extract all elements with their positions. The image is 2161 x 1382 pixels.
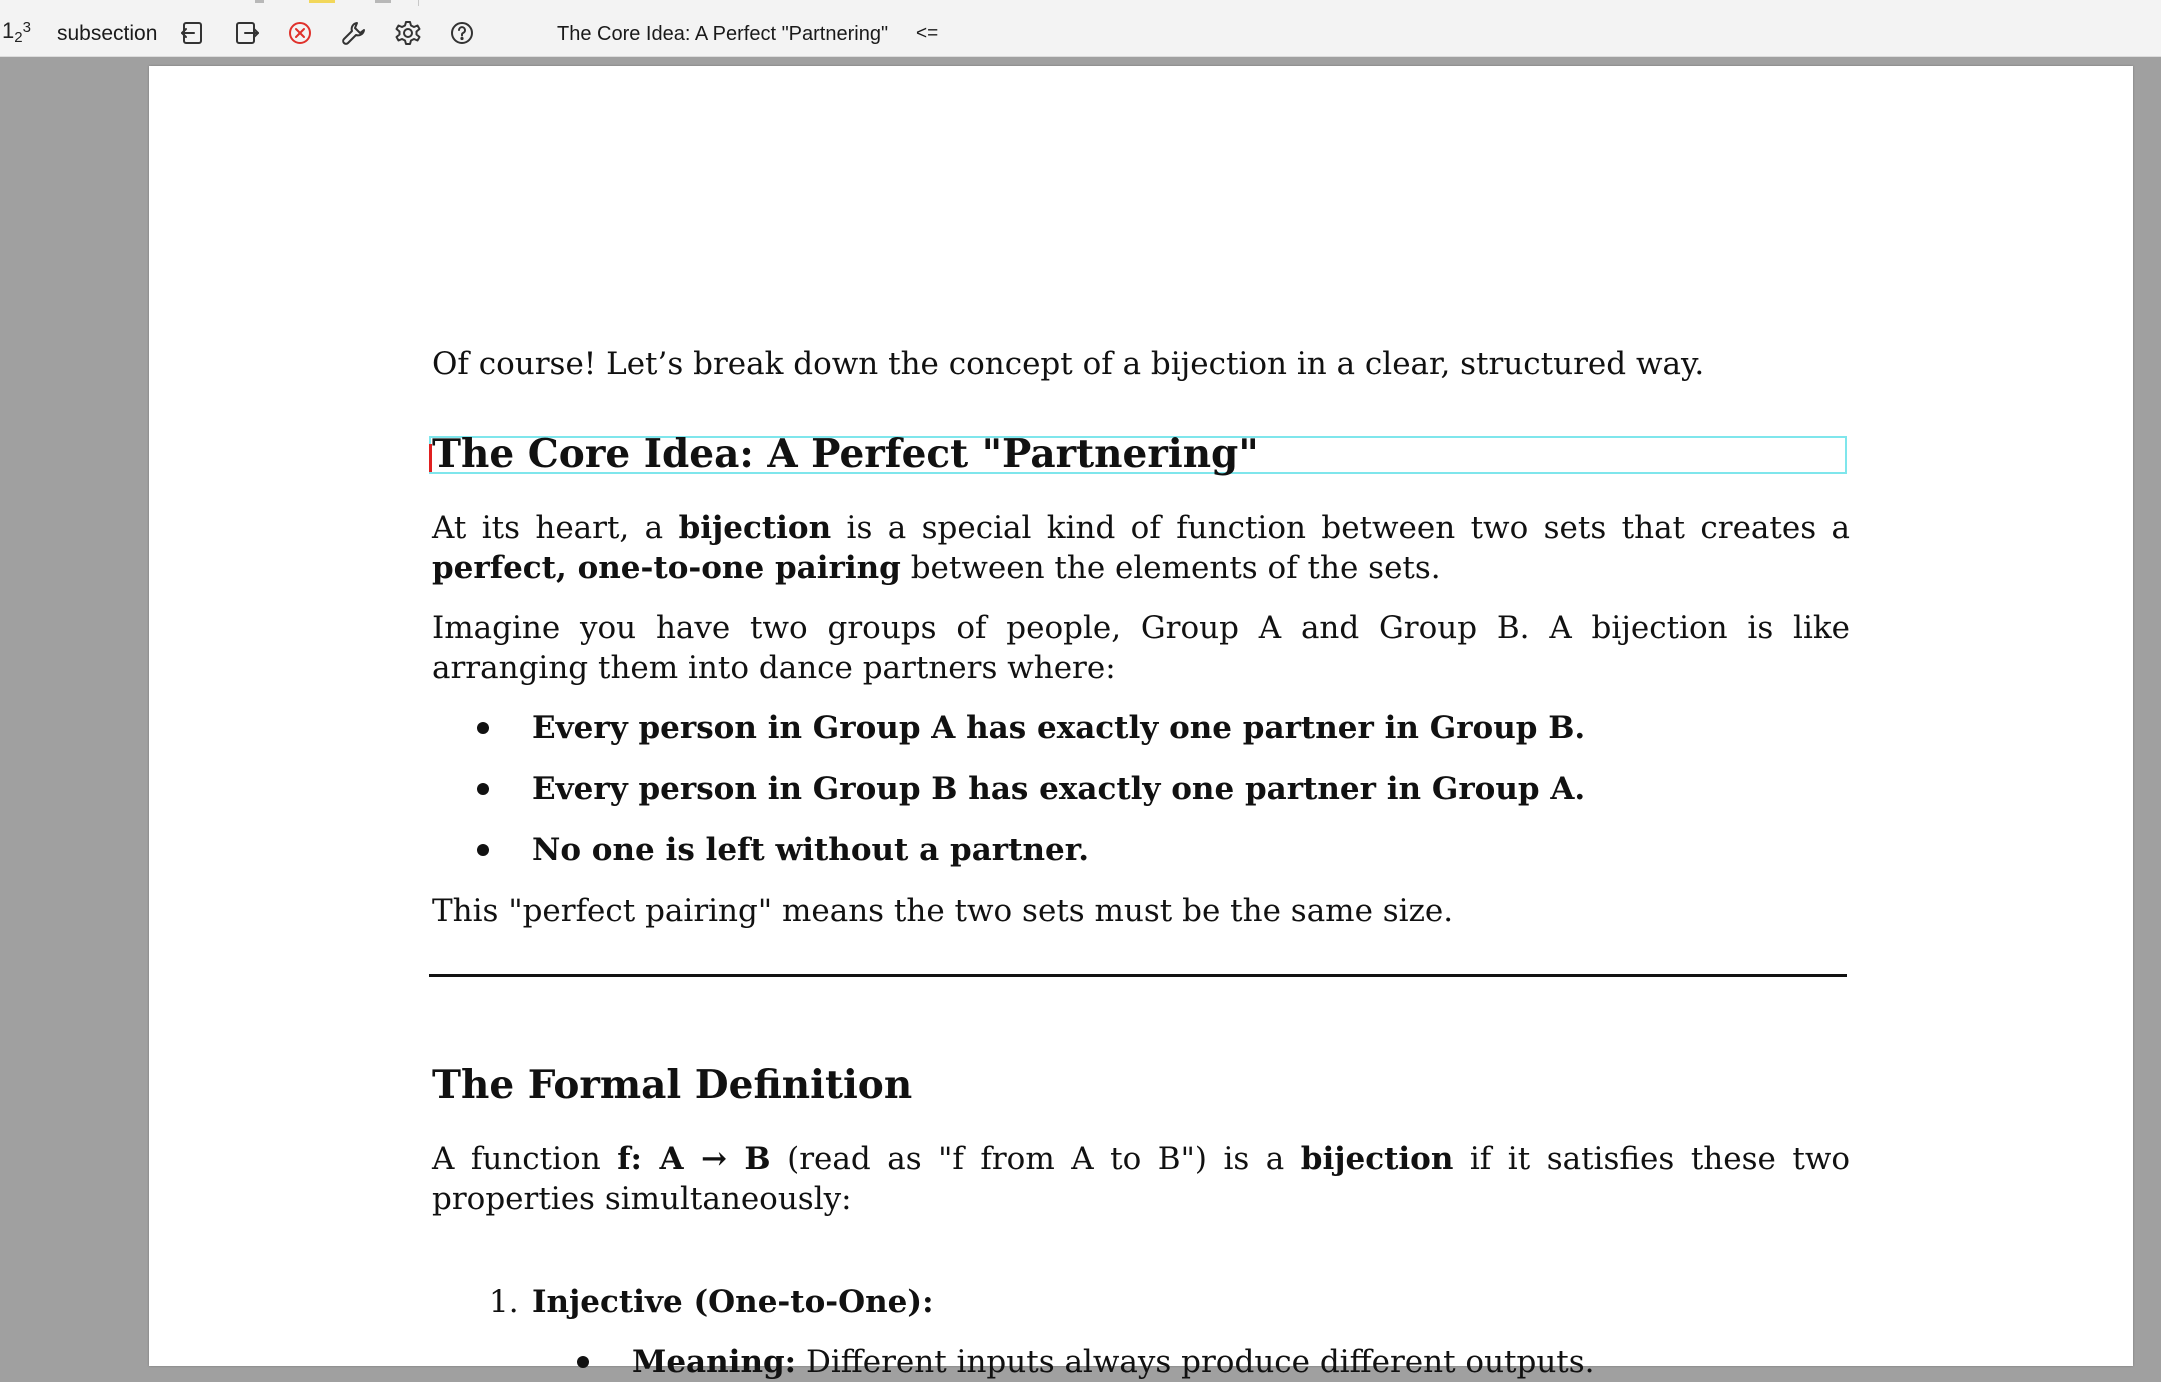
numbering-label-sup: 3 bbox=[22, 19, 31, 36]
toolbar-fragment bbox=[255, 0, 264, 3]
analogy-paragraph: Imagine you have two groups of people, Group A and Group B. A bijection is like arranging them into dance partners where: bbox=[432, 610, 1850, 686]
document-title-label: The Core Idea: A Perfect "Partnering" bbox=[557, 22, 889, 45]
toolbar-fragment bbox=[309, 0, 335, 3]
tools-button[interactable] bbox=[340, 19, 368, 47]
sub-list-text bbox=[632, 1342, 1595, 1382]
same-size-paragraph: This "perfect pairing" means the two sets must be the same size. bbox=[432, 893, 1454, 929]
back-button[interactable] bbox=[916, 14, 938, 54]
numbering-label-sub: 2 bbox=[14, 29, 23, 46]
document-title bbox=[557, 14, 888, 54]
settings-button[interactable] bbox=[394, 19, 422, 47]
term-bijection: bijection bbox=[678, 510, 832, 546]
numbering-toggle-button[interactable] bbox=[2, 18, 31, 46]
list-item bbox=[432, 708, 1850, 748]
list-item-text: No one is left without a partner. bbox=[532, 832, 1089, 868]
close-circle-icon bbox=[286, 19, 314, 47]
back-label: <= bbox=[916, 23, 939, 44]
gear-icon bbox=[394, 19, 422, 47]
bullet-icon bbox=[577, 1356, 589, 1368]
text-run: A function bbox=[432, 1141, 618, 1177]
outdent-icon bbox=[178, 19, 206, 47]
toolbar-fragment bbox=[375, 0, 391, 3]
indent-button[interactable] bbox=[233, 19, 261, 47]
outdent-button[interactable] bbox=[178, 19, 206, 47]
list-item-text: Injective (One-to-One): bbox=[532, 1284, 934, 1320]
bullet-icon bbox=[477, 783, 489, 795]
list-number: 1. bbox=[489, 1284, 519, 1320]
function-notation: f: A → B bbox=[617, 1141, 771, 1177]
definition-paragraph bbox=[432, 508, 1850, 588]
wrench-icon bbox=[340, 19, 368, 47]
paragraph-style-label: subsection bbox=[57, 22, 158, 45]
text-run: if it satisfies these two properties simultaneously: bbox=[432, 1141, 1851, 1217]
text-run: is a special kind of function between two sets that creates a bbox=[831, 510, 1851, 546]
text-run: At its heart, a bbox=[432, 510, 679, 546]
heading-formal-definition[interactable]: The Formal Definition bbox=[432, 1062, 913, 1108]
help-button[interactable] bbox=[448, 19, 476, 47]
formal-definition-paragraph bbox=[432, 1139, 1850, 1219]
text-run: (read as "f from A to B") is a bbox=[770, 1141, 1301, 1177]
toolbar-separator bbox=[418, 0, 419, 6]
list-item bbox=[432, 830, 1850, 870]
list-item-text: Every person in Group A has exactly one partner in Group B. bbox=[532, 710, 1586, 746]
heading-core-idea[interactable]: The Core Idea: A Perfect "Partnering" bbox=[432, 431, 1259, 477]
list-item bbox=[432, 769, 1850, 809]
indent-icon bbox=[233, 19, 261, 47]
numbered-list-item bbox=[432, 1282, 1850, 1322]
numbering-label: 1 bbox=[2, 18, 15, 43]
term-perfect-pairing: perfect, one-to-one pairing bbox=[432, 550, 901, 586]
text-run: between the elements of the sets. bbox=[900, 550, 1441, 586]
sub-list-label: Meaning: bbox=[632, 1344, 797, 1380]
term-bijection: bijection bbox=[1300, 1141, 1454, 1177]
sub-list-body: Different inputs always produce different outputs. bbox=[796, 1344, 1595, 1380]
intro-paragraph: Of course! Let’s break down the concept of a bijection in a clear, structured way. bbox=[432, 346, 1705, 382]
document-page bbox=[149, 66, 2133, 1380]
delete-button[interactable] bbox=[286, 19, 314, 47]
bullet-icon bbox=[477, 722, 489, 734]
sub-list-item bbox=[432, 1342, 1850, 1382]
bullet-icon bbox=[477, 844, 489, 856]
paragraph-style-selector[interactable] bbox=[57, 14, 157, 54]
help-icon bbox=[448, 19, 476, 47]
list-item-text: Every person in Group B has exactly one partner in Group A. bbox=[532, 771, 1586, 807]
horizontal-rule bbox=[429, 974, 1847, 977]
editor-toolbar bbox=[0, 0, 2161, 57]
